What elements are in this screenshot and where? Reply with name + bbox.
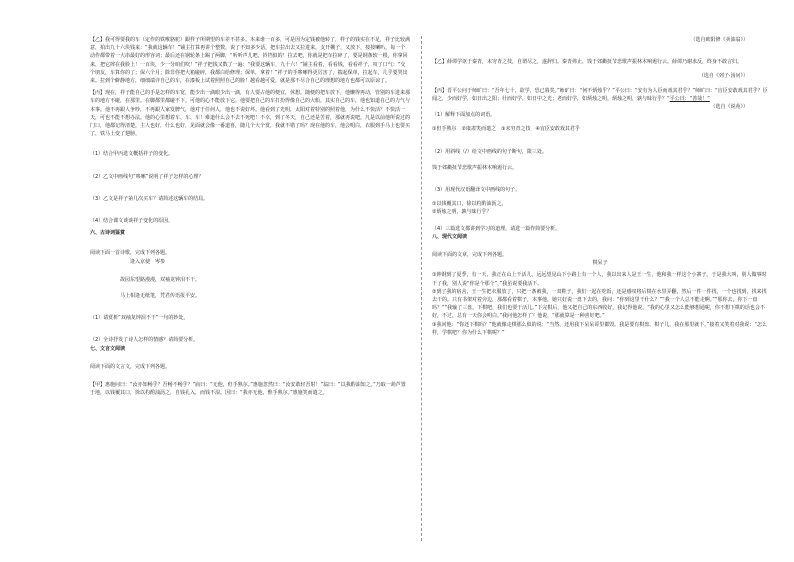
- modern-para-2: ②到了我的宿舍，王一生把衣服放了，只把一条被我，一双鞋子。我们一起在吃饭，还是感叹将后棋在水里弄翻，然后一件一件找，一个也找到，找来找去干的。只有书架对着旁边，那都看着棋子，本事他，她只好说一盘下去的，我问：“你到这里干什么？”“我一个人总不能走啊。”“那你去，你下一盘吗？”“我输了三盘。下棋吧，我们也要干活儿。”下完棋后，他又把自己的东西收好，我记得他说，“我的心里又怎么能够想通呢，你不想下棋的话也会不好，不过，总有一天你会明白。”我问他怎样了？他说，“那就算是一种喜好吧。”: [432, 288, 767, 320]
- left-column: [90, 36, 410, 397]
- passage-bing-underlined: 平公曰：“善哉！”: [669, 95, 710, 102]
- source-3: （选自《说苑》）: [710, 104, 748, 111]
- r-question-1: （1）解释下面加点的词语。: [432, 112, 496, 119]
- poem-line-2: 马上相逢无纸笔，凭君传语报平安。: [120, 293, 201, 300]
- passage-yi: 【乙】我可得要我的车（定作的铁喉骆驼）跟样子所期望的车差不甚多。本来谁一百多，可是因为定钱被他转了，样子的钱实在不足，祥子比较满意，拍出九十六块钱来：“我就这辆车！”铺主打算再讲个整数，说了不知多少话，把车拉出去又拉进来，支开棚子，又放下，按按喇叭，每一个动作都带着一大串最好的形容词；最后还在钢轮条上踢了两脚，“听听声儿吧，铃铛似的！拉去吧，你就是把车拉碎了，要是钢条软一根，你拿回来，把它摔在我脸上！一百块，少一分咱们吹！”祥子把钱又数了一遍：“我要这辆车，九十六！”铺主看着，看看钱，看看祥子，叹了口气：“交个朋友，车算你的了；保六个月；除非你把大箱碰碎，我都白给修理；保单，拿着！”祥子的手哆嗦得更厉害了，揣起保单，拉起车，几乎要哭出来。拉到个僻静地方，细细端详自己的车，在漆板上试着照照自己的脸！越看越可爱，就是那不尽合自己的理想的地方也都可以原谅了。: [90, 37, 411, 85]
- r-question-2-sentence: 饯于郊衢抚节悲歌声振林木响遏行云。: [432, 164, 518, 171]
- poem-title: 逢入京使 岑参: [130, 258, 166, 265]
- r-question-2: （2）用斜线（/）给文中画线的句子断句，限三处。: [432, 148, 547, 155]
- r-question-3-a: ①以钱覆其口，徐以杓酌油沥之。: [432, 201, 507, 208]
- question-2: （2）乙文中画线句“哆嗦”说明了祥子怎样的心理？: [90, 173, 204, 180]
- passage-bing-right: [432, 87, 768, 103]
- passage-yi-right: 【乙】薛谭学讴于秦青，未穷青之技，自谓尽之，遂辞归。秦青弗止，饯于郊衢抚节悲歌声振林木响遏行云。薛谭乃谢求反，终身不敢言归。: [432, 59, 743, 66]
- section-6-heading: 六、古诗词鉴赏: [90, 230, 126, 237]
- passage-bing: 【丙】现在，祥子能自己的手是怎样的车宽，能少出一滴眼少出一滴，有人要占他的便宜，休想。随便的把车放下，他懒得再动，管别的车进来那车的地方不碰，在那里。在脚都里都碰不下。可他的心不能放下它。他要把自己的车打扮得像自己的大船。其实自己的车，他也知道自己的力气与本事。他不再跟人争吵，不再跟人家发脾气，他对于任何人，他也不说好坏。他看到了光明，太阳对着特别的照着他，为什么不快活？不快活一天，可也不能不想办法。他的心里想着车、车、车！难道什么会不去不死吧！不幸，到了冬天，自己还是苦着，那就再说吧。凡是以前他所说过的门口，他都记得清楚。主人也好，什么也好，见面就会像一番道喜，随几个大个赏，我就不错了吗？现在他的车，他会明白，衣服到手马上也要买了，铁马上变了翅膀。: [90, 90, 411, 138]
- question-3: （3）乙文是祥子第几次买车？请简述这辆车的结局。: [90, 195, 209, 202]
- r-question-3: （3）用现代汉语翻译文中画线的句子。: [432, 187, 521, 194]
- modern-title: 棋呆子: [592, 260, 608, 267]
- modern-para-1: ①钟钢到了夏季，有一天，我正在山上干活儿，远远望见山下小路上有一个人，我以出来人是王一生，他和我一样这个小寨子。于是我大叫，别人做事时干了我，别人说“你是个那个”，”我虽说要我活下。: [432, 272, 767, 287]
- poem-question-2: （2）全诗抒发了诗人怎样的情感？请简要分析。: [90, 337, 199, 344]
- poem-intro: 阅读下面一首诗歌，完成下列各题。: [90, 250, 171, 257]
- question-1: （1）结合甲丙选文概括祥子的变化。: [90, 151, 174, 158]
- r-question-4: （4）三篇选文都讲到学习的道理，请选一篇作简要分析。: [432, 225, 561, 232]
- section-8-heading: 八、现代文阅读: [432, 233, 468, 240]
- modern-para-3: ③我问他：“你还下棋吗？”他就像走棋那么似的说：“当然，还用我下呆呆哥里都毁。我是要有棋盘、棋子儿，我在那里就下。”接着又笑着对我说：“怎么样，学棋吧？你为什么下棋呢？”: [432, 321, 767, 336]
- question-4: （4）结合课文谈谈祥子变化的原因。: [90, 218, 174, 225]
- section-7-heading: 七、文言文阅读: [90, 345, 126, 352]
- passage-bing-text: 【丙】晋平公问于师旷曰：“吾年七十，欲学，恐已暮矣。”师旷曰：“何不炳烛乎？”平公曰：“安有为人臣而戏其君乎？”师旷曰：“盲臣安敢戏其君乎？臣闻之，少而好学，如日出之阳；壮而好学，如日中之光；老而好学，如炳烛之明。炳烛之明，孰与昧行乎？”: [432, 87, 768, 102]
- modern-intro: 阅读下面的文章，完成下列各题。: [432, 252, 508, 259]
- r-question-3-b: ②炳烛之明，孰与昧行乎？: [432, 209, 492, 216]
- source-2: （选自《列子·汤问》）: [698, 73, 748, 80]
- poem-question-1: （1）请赏析“双袖龙钟泪不干”一句的妙处。: [90, 315, 189, 322]
- right-column: [432, 36, 768, 337]
- r-question-1-items: ①但手熟尔 ②康肃笑而遣之 ③未穷青之技 ④盲臣安敢戏其君乎: [432, 126, 580, 133]
- wenyan-intro: 阅读下面的文言文，完成下列各题。: [90, 363, 171, 370]
- passage-jia: 【甲】惠施问曰：“汝亦知畅乎？吾畅不畅乎？”庙曰：“无他，但手熟尔。”惠施忽然曰：“汝安敢轻吾射！”翁曰：“以我酌油知之。”乃取一葫芦置于地，以钱覆其口，徐以杓酌油沥之，自钱孔入，而钱不湿。因曰：“我亦无他，惟手熟尔。”惠施笑而遣之。: [90, 382, 406, 397]
- column-divider: [421, 36, 422, 541]
- source-1: （选自欧阳修《卖油翁》）: [690, 37, 748, 43]
- poem-line-1: 故园东望路漫漫，双袖龙钟泪不干。: [120, 276, 201, 283]
